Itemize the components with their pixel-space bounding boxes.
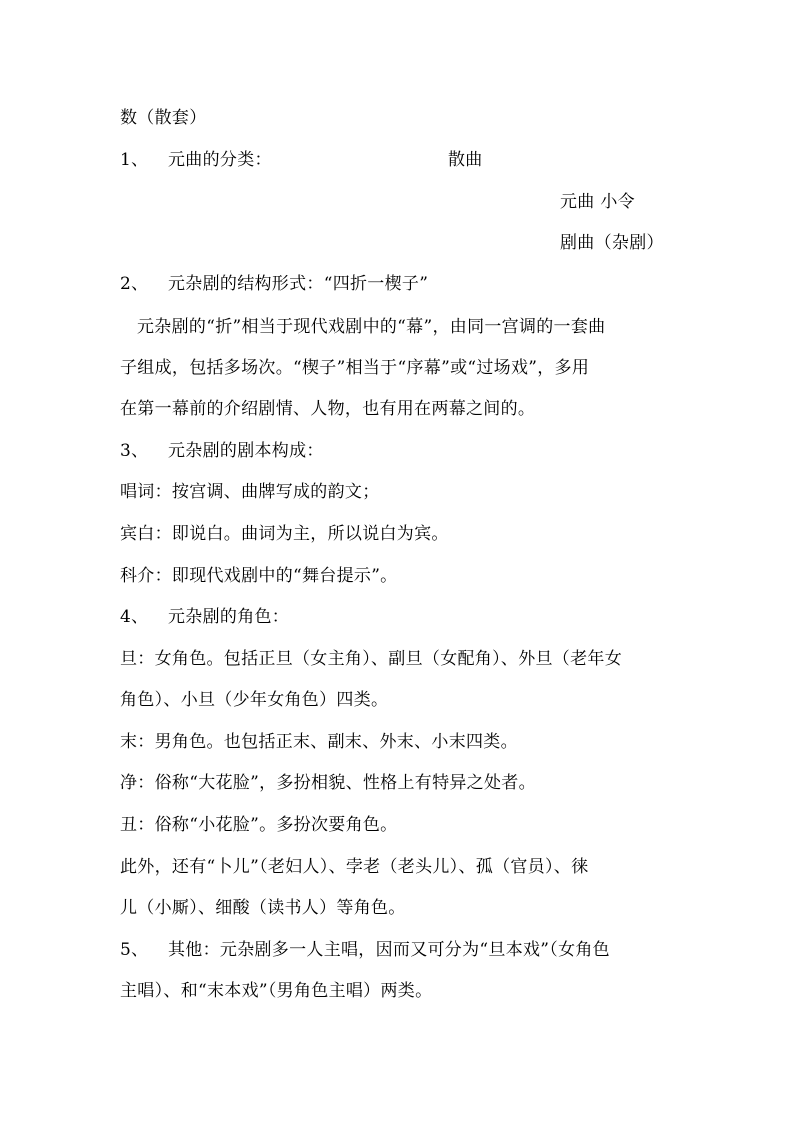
classification-juqu: 剧曲（杂剧） xyxy=(560,233,664,253)
section-3-number: 3、 xyxy=(120,441,149,461)
section-3-kejie: 科介：即现代戏剧中的“舞台提示”。 xyxy=(120,566,398,586)
classification-yuanqu: 元曲 xyxy=(560,192,595,212)
section-3-binbai: 宾白：即说白。曲词为主，所以说白为宾。 xyxy=(120,524,449,544)
section-5-line-1 xyxy=(120,940,610,960)
section-1-label: 元曲的分类： xyxy=(168,150,272,170)
section-5-number: 5、 xyxy=(120,940,149,960)
classification-xiaoling: 小令 xyxy=(600,192,635,212)
section-4-mo: 末：男角色。也包括正末、副末、外末、小末四类。 xyxy=(120,732,518,752)
section-4-jing: 净：俗称“大花脸”，多扮相貌、性格上有特异之处者。 xyxy=(120,773,536,793)
section-4-number: 4、 xyxy=(120,607,149,627)
classification-root xyxy=(560,192,635,212)
section-3-title: 元杂剧的剧本构成： xyxy=(168,441,324,461)
section-2-paragraph-line-2: 子组成，包括多场次。“楔子”相当于“序幕”或“过场戏”，多用 xyxy=(120,358,590,378)
section-5-line-2: 主唱）、和“末本戏”（男角色主唱）两类。 xyxy=(120,981,433,1001)
section-5-text-1: 其他：元杂剧多一人主唱，因而又可分为“旦本戏”（女角色 xyxy=(168,940,610,960)
section-3-heading xyxy=(120,441,324,461)
heading-continuation: 数（散套） xyxy=(120,108,207,128)
section-4-other-line-1: 此外，还有“卜儿”（老妇人）、孛老（老头儿）、孤（官员）、徕 xyxy=(120,857,589,877)
section-2-heading xyxy=(120,274,428,294)
section-4-other-line-2: 儿（小厮）、细酸（读书人）等角色。 xyxy=(120,898,406,918)
section-1-heading xyxy=(120,150,272,170)
section-4-dan-line-2: 角色）、小旦（少年女角色）四类。 xyxy=(120,690,389,710)
section-2-paragraph-line-3: 在第一幕前的介绍剧情、人物，也有用在两幕之间的。 xyxy=(120,399,536,419)
section-2-paragraph-line-1: 元杂剧的“折”相当于现代戏剧中的“幕”，由同一宫调的一套曲 xyxy=(137,317,606,337)
section-4-heading xyxy=(120,607,289,627)
section-2-number: 2、 xyxy=(120,274,149,294)
classification-sanqu: 散曲 xyxy=(448,150,483,170)
section-4-chou: 丑：俗称“小花脸”。多扮次要角色。 xyxy=(120,815,398,835)
section-1-number: 1、 xyxy=(120,150,149,170)
section-4-dan-line-1: 旦：女角色。包括正旦（女主角）、副旦（女配角）、外旦（老年女 xyxy=(120,649,622,669)
section-2-title: 元杂剧的结构形式：“四折一楔子” xyxy=(168,274,429,294)
section-3-changci: 唱词：按宫调、曲牌写成的韵文； xyxy=(120,482,380,502)
section-4-title: 元杂剧的角色： xyxy=(168,607,290,627)
